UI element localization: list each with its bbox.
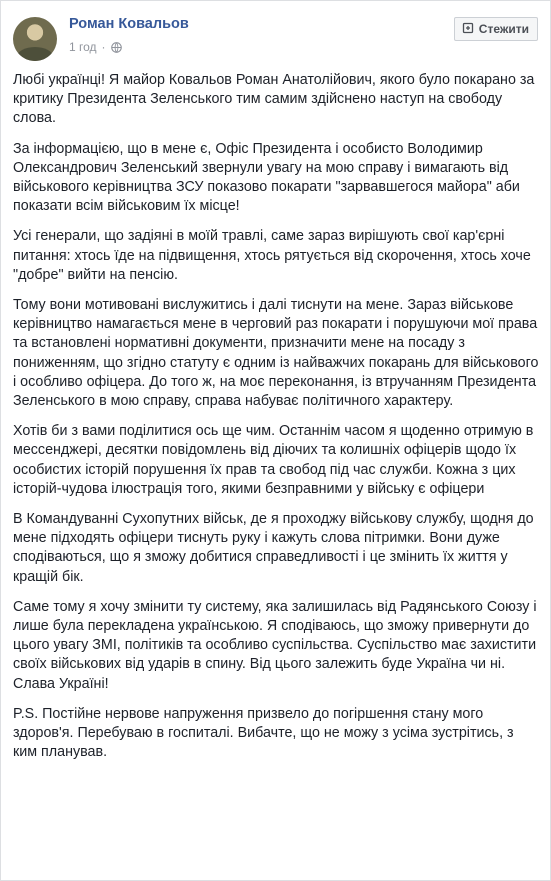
follow-button[interactable] [454, 17, 538, 41]
author-avatar[interactable] [13, 17, 57, 61]
post-header [13, 13, 538, 61]
globe-icon [111, 42, 122, 53]
post-paragraph: Любі українці! Я майор Ковальов Роман Анатолійович, якого було покарано за критику Президента Зеленського тим самим здійснено наступ на свободу слова. [13, 72, 535, 127]
post-paragraph: В Командуванні Сухопутних військ, де я проходжу військову службу, щодня до мене підходять офіцери тиснуть руку і кажуть слова пітримки. Вони дуже сподіваються, що я зможу добитися справедливості і це змінить їх життя у кращій бік. [13, 511, 534, 585]
follow-label: Стежити [478, 22, 529, 36]
dot-separator: · [101, 40, 106, 54]
post-paragraph: P.S. Постійне нервове напруження призвело до погіршення стану мого здоров'я. Перебуваю в госпиталі. Вибачте, що не можу з усіма зустрітись, з ким планував. [13, 705, 514, 761]
post-paragraph: Хотів би з вами поділитися ось ще чим. Останнім часом я щоденно отримую в мессенджері, десятки повідомлень від діючих та колишніх офіцерів щодо їх особистих історій порушення їх прав та свобод під час служби. Кожна з цих історій-чудова ілюстрація того, якими безправними у війську є офіцери [13, 423, 534, 497]
post-paragraph: За інформацією, що в мене є, Офіс Президента і особисто Володимир Олександрович Зеленський звернули увагу на мою справу і вимагають від військового керівництва ЗСУ показово покарати "зарвавшегося майора" аби показати всім військовим їх місце! [13, 140, 520, 215]
post-timestamp[interactable]: 1 год [69, 40, 97, 54]
post-paragraph: Усі генерали, що задіяні в моїй травлі, саме зараз вирішують свої кар'єрні питання: хтось їде на підвищення, хтось рятується від скорочення, хтось хоче "добре" вийти на пенсію. [13, 228, 531, 283]
follow-icon [462, 22, 474, 37]
avatar-figure [17, 47, 53, 61]
post-paragraph: Саме тому я хочу змінити ту систему, яка залишилась від Радянського Союзу і лише була перекладена українською. Я сподіваюсь, що зможу привернути до цього увагу ЗМІ, політиків та особливо суспільства. Суспільство має захистити своїх військових від ударів в спину. Від цього залежить буде Україна чи ні. Слава Україні! [13, 598, 537, 692]
post-text [13, 71, 540, 774]
author-name[interactable]: Роман Ковальов [69, 16, 189, 32]
post-meta [69, 40, 122, 54]
post-paragraph: Тому вони мотивовані вислужитись і далі тиснути на мене. Зараз військове керівництво намагається мене в черговий раз покарати і порушуючи мої права та встановлені нормативні документи, призначити мене на посаду з пониженням, що згідно статуту є одним із найважчих покарань для військового і особливо офіцера. До того ж, на моє переконання, із втручанням Президента Зеленського в мою справу, справа набуває політичного характеру. [13, 297, 539, 410]
